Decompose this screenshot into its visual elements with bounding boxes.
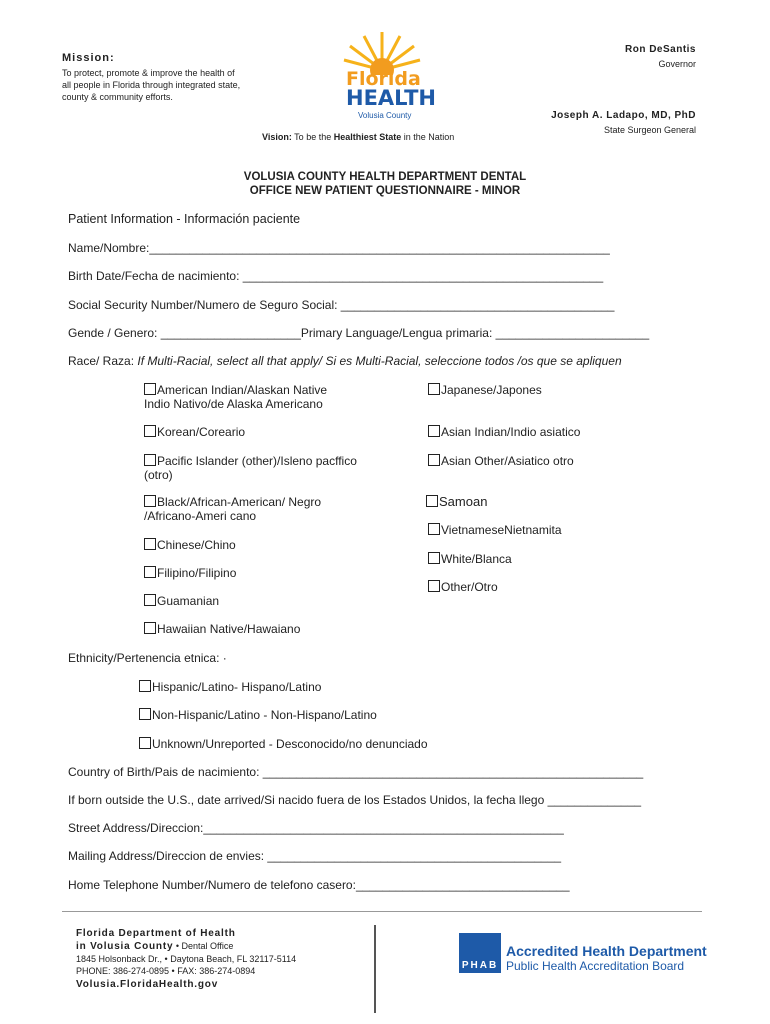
mailing-address-field[interactable]: Mailing Address/Direccion de envies: ____________________________________________	[68, 849, 562, 863]
birth-date-field[interactable]: Birth Date/Fecha de nacimiento: ______________________________________________________	[68, 269, 604, 283]
checkbox[interactable]	[428, 580, 440, 592]
footer-vertical-divider	[374, 925, 376, 1013]
race-heading	[68, 354, 622, 368]
ethnicity-option[interactable]: Hispanic/Latino- Hispano/Latino	[139, 680, 321, 694]
footer-website-link[interactable]: Volusia.FloridaHealth.gov	[76, 979, 219, 990]
home-phone-field[interactable]: Home Telephone Number/Numero de telefono casero:________________________________	[68, 878, 570, 892]
race-option[interactable]: Other/Otro	[428, 580, 498, 594]
title-line-1: VOLUSIA COUNTY HEALTH DEPARTMENT DENTAL	[243, 171, 527, 183]
gender-language-field[interactable]: Gende / Genero: _____________________Primary Language/Lengua primaria: _______________________	[68, 326, 650, 340]
checkbox[interactable]	[144, 566, 156, 578]
mission-text: To protect, promote & improve the health of all people in Florida through integrated state, county & community efforts.	[62, 68, 241, 102]
race-option[interactable]: Guamanian	[144, 594, 219, 608]
footer-divider	[62, 911, 702, 912]
checkbox[interactable]	[428, 552, 440, 564]
ethnicity-option[interactable]: Non-Hispanic/Latino - Non-Hispano/Latino	[139, 708, 377, 722]
vision-label: Vision:	[262, 132, 292, 142]
checkbox[interactable]	[144, 495, 156, 507]
phab-logo: PHAB	[459, 933, 501, 973]
checkbox[interactable]	[144, 622, 156, 634]
checkbox[interactable]	[139, 708, 151, 720]
document-title	[0, 170, 770, 198]
date-arrived-field[interactable]: If born outside the U.S., date arrived/Si nacido fuera de los Estados Unidos, la fecha llego ______________	[68, 793, 642, 807]
surgeon-general-title: State Surgeon General	[603, 125, 696, 135]
race-option[interactable]: Asian Indian/Indio asiatico	[428, 425, 580, 439]
race-option[interactable]: Filipino/Filipino	[144, 566, 236, 580]
country-of-birth-field[interactable]: Country of Birth/Pais de nacimiento: _________________________________________________________	[68, 765, 644, 779]
race-option[interactable]: Pacific Islander (other)/Isleno pacffico (otro)	[144, 454, 357, 482]
checkbox[interactable]	[139, 737, 151, 749]
vision-post: in the Nation	[401, 132, 455, 142]
race-option[interactable]: Japanese/Japones	[428, 383, 542, 397]
ssn-field[interactable]: Social Security Number/Numero de Seguro Social: _________________________________________	[68, 298, 615, 312]
section-heading: Patient Information - Información paciente	[68, 212, 301, 226]
ethnicity-label: Ethnicity/Pertenencia etnica: ·	[68, 651, 227, 665]
footer-address-line1: 1845 Holsonback Dr., • Daytona Beach, FL 32117-5114	[76, 954, 297, 964]
governor-name: Ron DeSantis	[624, 44, 696, 55]
name-field[interactable]: Name/Nombre:_____________________________________________________________________	[68, 241, 610, 255]
footer-office: • Dental Office	[173, 941, 234, 951]
checkbox[interactable]	[144, 538, 156, 550]
street-address-field[interactable]: Street Address/Direccion:______________________________________________________	[68, 821, 564, 835]
checkbox[interactable]	[428, 383, 440, 395]
florida-health-logo	[340, 30, 436, 122]
checkbox[interactable]	[144, 383, 156, 395]
race-option[interactable]: White/Blanca	[428, 552, 512, 566]
checkbox[interactable]	[428, 523, 440, 535]
checkbox[interactable]	[428, 454, 440, 466]
title-line-2: OFFICE NEW PATIENT QUESTIONNAIRE - MINOR	[249, 185, 521, 197]
footer-org	[76, 927, 236, 953]
race-label: Race/ Raza:	[68, 354, 138, 368]
logo-florida-text: Florida	[346, 68, 421, 90]
logo-county-text: Volusia County	[358, 111, 412, 120]
checkbox[interactable]	[144, 454, 156, 466]
race-option[interactable]: Chinese/Chino	[144, 538, 236, 552]
footer-org-line1: Florida Department of Health	[76, 928, 236, 939]
race-option[interactable]: Samoan	[426, 495, 487, 509]
phab-subtitle: Public Health Accreditation Board	[506, 959, 685, 973]
race-option[interactable]: Black/African-American/ Negro /Africano-Ameri cano	[144, 495, 322, 523]
checkbox[interactable]	[139, 680, 151, 692]
checkbox[interactable]	[144, 594, 156, 606]
logo-health-text: HEALTH	[346, 86, 436, 110]
checkbox[interactable]	[426, 495, 438, 507]
footer-phone-fax: PHONE: 386-274-0895 • FAX: 386-274-0894	[76, 966, 256, 976]
vision-pre: To be the	[291, 132, 334, 142]
race-option[interactable]: VietnameseNietnamita	[428, 523, 562, 537]
checkbox[interactable]	[428, 425, 440, 437]
race-option[interactable]: American Indian/Alaskan Native Indio Nativo/de Alaska Americano	[144, 383, 328, 411]
race-option[interactable]: Asian Other/Asiatico otro	[428, 454, 574, 468]
vision-bold: Healthiest State	[333, 132, 402, 142]
checkbox[interactable]	[144, 425, 156, 437]
ethnicity-option[interactable]: Unknown/Unreported - Desconocido/no denunciado	[139, 737, 428, 751]
mission-title: Mission:	[62, 52, 115, 64]
phab-title: Accredited Health Department	[506, 943, 707, 959]
governor-title: Governor	[658, 59, 696, 69]
vision-statement	[262, 132, 454, 142]
footer-address	[76, 953, 296, 977]
race-instructions: If Multi-Racial, select all that apply/ Si es Multi-Racial, seleccione todos /os que se apliquen	[137, 354, 622, 368]
footer-org-line2: in Volusia County	[76, 941, 174, 952]
race-option[interactable]: Korean/Coreario	[144, 425, 245, 439]
race-option[interactable]: Hawaiian Native/Hawaiano	[144, 622, 300, 636]
surgeon-general-name: Joseph A. Ladapo, MD, PhD	[551, 110, 696, 121]
